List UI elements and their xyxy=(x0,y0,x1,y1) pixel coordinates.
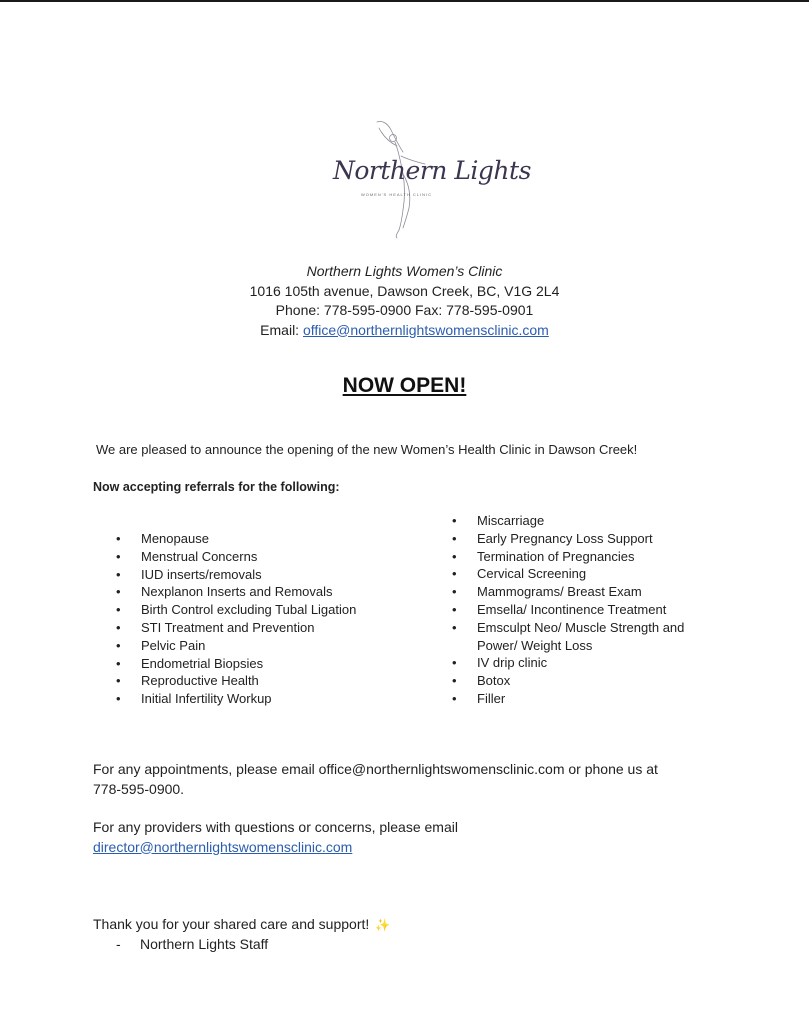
clinic-phone-fax: Phone: 778-595-0900 Fax: 778-595-0901 xyxy=(275,302,534,318)
list-item: • STI Treatment and Prevention xyxy=(116,619,356,637)
clinic-email-line xyxy=(0,321,809,341)
list-item: • Termination of Pregnancies xyxy=(452,548,684,566)
list-item: • Cervical Screening xyxy=(452,565,684,583)
clinic-logo xyxy=(325,112,531,242)
list-item: • Mammograms/ Breast Exam xyxy=(452,583,684,601)
thanks-line xyxy=(93,916,390,932)
clinic-address: 1016 105th avenue, Dawson Creek, BC, V1G 2L4 xyxy=(249,282,560,299)
signoff-dash: - xyxy=(116,936,121,952)
list-item: • Miscarriage xyxy=(452,512,684,530)
list-item: • IV drip clinic xyxy=(452,654,684,672)
appointments-line-2: 778-595-0900. xyxy=(93,780,185,797)
clinic-header xyxy=(0,262,809,340)
dizzy-star-icon: ✨ xyxy=(375,918,391,932)
list-item: • Nexplanon Inserts and Removals xyxy=(116,583,356,601)
email-label: Email: xyxy=(260,321,303,338)
appointments-paragraph xyxy=(93,760,713,799)
providers-paragraph xyxy=(93,818,713,857)
appointments-line-1: For any appointments, please email office@northernlightswomensclinic.com or phone us at xyxy=(93,761,658,777)
list-item: • Initial Infertility Workup xyxy=(116,690,356,708)
logo-script-text: Northern Lights xyxy=(333,156,531,185)
list-item: • Menstrual Concerns xyxy=(116,548,356,566)
top-border xyxy=(0,0,809,2)
list-item: • Birth Control excluding Tubal Ligation xyxy=(116,601,356,619)
signoff-text: Northern Lights Staff xyxy=(140,936,269,952)
list-item: • Emsculpt Neo/ Muscle Strength and xyxy=(452,619,684,637)
list-item: • Early Pregnancy Loss Support xyxy=(452,530,684,548)
office-email-link[interactable]: office@northernlightswomensclinic.com xyxy=(302,321,549,338)
services-list-right xyxy=(452,512,684,708)
list-item: • Emsella/ Incontinence Treatment xyxy=(452,601,684,619)
list-item: • Pelvic Pain xyxy=(116,637,356,655)
thanks-text: Thank you for your shared care and support! xyxy=(93,916,370,932)
list-item: • Menopause xyxy=(116,530,356,548)
list-item: • Filler xyxy=(452,690,684,708)
list-item: • Endometrial Biopsies xyxy=(116,655,356,673)
intro-text: We are pleased to announce the opening of the new Women’s Health Clinic in Dawson Creek! xyxy=(96,442,638,457)
list-item-continuation: Power/ Weight Loss xyxy=(477,637,593,653)
list-item: • IUD inserts/removals xyxy=(116,566,356,584)
logo-subtitle: WOMEN'S HEALTH CLINIC xyxy=(361,192,433,197)
services-list-left xyxy=(116,530,356,708)
director-email-link[interactable]: director@northernlightswomensclinic.com xyxy=(93,838,353,855)
list-item: • Reproductive Health xyxy=(116,672,356,690)
headline: NOW OPEN! xyxy=(342,374,467,397)
providers-text: For any providers with questions or concerns, please email xyxy=(93,819,458,835)
clinic-name: Northern Lights Women’s Clinic xyxy=(306,263,503,279)
signoff-line xyxy=(116,936,268,952)
referrals-heading: Now accepting referrals for the following: xyxy=(93,480,340,494)
list-item: • Botox xyxy=(452,672,684,690)
